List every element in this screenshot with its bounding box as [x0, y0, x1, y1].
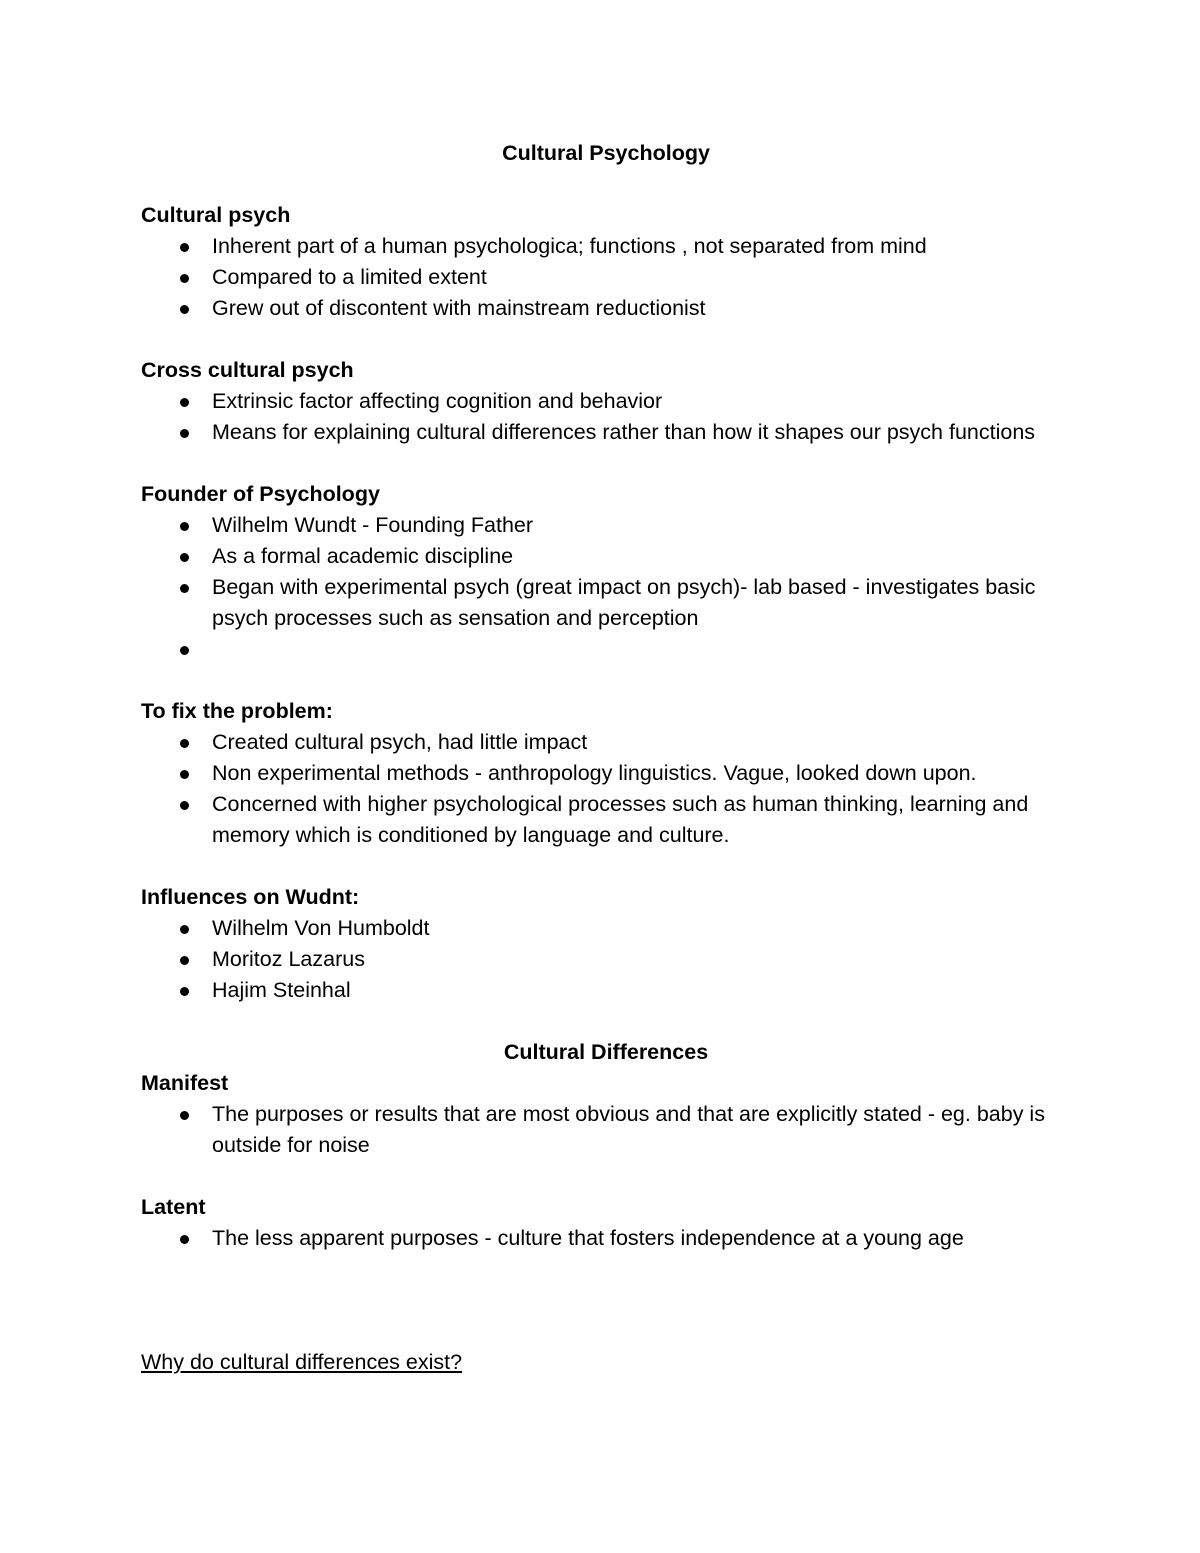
list-item-text: The purposes or results that are most obvious and that are explicitly stated - eg. baby is outside for noise [212, 1102, 1045, 1157]
list-item-text: Hajim Steinhal [212, 978, 351, 1002]
spacer [141, 1316, 1071, 1347]
list-item-empty [141, 634, 1071, 665]
bullet-icon [180, 553, 189, 562]
spacer [141, 169, 1071, 200]
bullet-icon [180, 739, 189, 748]
bullet-icon [180, 646, 189, 655]
list-item [141, 572, 1071, 634]
spacer [141, 1161, 1071, 1192]
bullet-icon [180, 398, 189, 407]
list-item [141, 510, 1071, 541]
list-item-text: Created cultural psych, had little impact [212, 730, 588, 754]
spacer [141, 324, 1071, 355]
section-heading-influences: Influences on Wudnt: [141, 885, 360, 909]
spacer [141, 448, 1071, 479]
spacer [141, 1254, 1071, 1285]
spacer [141, 1285, 1071, 1316]
list-item-text: Grew out of discontent with mainstream reductionist [212, 296, 706, 320]
list-item-text: Moritoz Lazarus [212, 947, 365, 971]
bullet-list-fix-problem [141, 727, 1071, 851]
list-item [141, 417, 1071, 448]
list-item [141, 262, 1071, 293]
list-item [141, 789, 1071, 851]
bullet-list-founder [141, 510, 1071, 665]
list-item [141, 231, 1071, 262]
bullet-icon [180, 429, 189, 438]
document-page [141, 138, 1071, 1378]
bullet-icon [180, 584, 189, 593]
bullet-icon [180, 956, 189, 965]
bullet-list-latent [141, 1223, 1071, 1254]
list-item-text: Extrinsic factor affecting cognition and behavior [212, 389, 663, 413]
spacer [141, 1006, 1071, 1037]
section-heading-cultural-psych: Cultural psych [141, 203, 291, 227]
bullet-list-manifest [141, 1099, 1071, 1161]
section-heading-manifest: Manifest [141, 1071, 229, 1095]
bullet-icon [180, 305, 189, 314]
bullet-icon [180, 770, 189, 779]
bullet-icon [180, 274, 189, 283]
list-item-text: As a formal academic discipline [212, 544, 514, 568]
list-item [141, 727, 1071, 758]
list-item [141, 293, 1071, 324]
list-item [141, 758, 1071, 789]
list-item [141, 944, 1071, 975]
list-item-text: The less apparent purposes - culture that fosters independence at a young age [212, 1226, 964, 1250]
bullet-icon [180, 243, 189, 252]
bullet-list-influences [141, 913, 1071, 1006]
spacer [141, 851, 1071, 882]
bullet-icon [180, 987, 189, 996]
section-heading-latent: Latent [141, 1195, 206, 1219]
list-item [141, 386, 1071, 417]
list-item-text: Means for explaining cultural differences rather than how it shapes our psych functions [212, 420, 1036, 444]
bullet-icon [180, 925, 189, 934]
section-heading-founder: Founder of Psychology [141, 482, 380, 506]
spacer [141, 665, 1071, 696]
section-subtitle: Cultural Differences [503, 1040, 709, 1064]
bullet-list-cultural-psych [141, 231, 1071, 324]
list-item-text: Wilhelm Von Humboldt [212, 916, 430, 940]
list-item [141, 541, 1071, 572]
page-title: Cultural Psychology [502, 141, 710, 165]
list-item [141, 913, 1071, 944]
bullet-icon [180, 801, 189, 810]
list-item-text: Inherent part of a human psychologica; functions , not separated from mind [212, 234, 927, 258]
section-heading-fix-problem: To fix the problem: [141, 699, 333, 723]
closing-question: Why do cultural differences exist? [141, 1350, 463, 1374]
bullet-list-cross-cultural-psych [141, 386, 1071, 448]
list-item-text: Wilhelm Wundt - Founding Father [212, 513, 534, 537]
list-item-text: Concerned with higher psychological processes such as human thinking, learning and memory which is conditioned by language and culture. [212, 792, 1029, 847]
bullet-icon [180, 1111, 189, 1120]
list-item-text: Non experimental methods - anthropology linguistics. Vague, looked down upon. [212, 761, 977, 785]
list-item [141, 1223, 1071, 1254]
bullet-icon [180, 522, 189, 531]
bullet-icon [180, 1235, 189, 1244]
list-item-text: Compared to a limited extent [212, 265, 487, 289]
section-heading-cross-cultural-psych: Cross cultural psych [141, 358, 354, 382]
list-item-text: Began with experimental psych (great impact on psych)- lab based - investigates basic psych processes such as sensation and perception [212, 575, 1036, 630]
list-item [141, 1099, 1071, 1161]
list-item [141, 975, 1071, 1006]
